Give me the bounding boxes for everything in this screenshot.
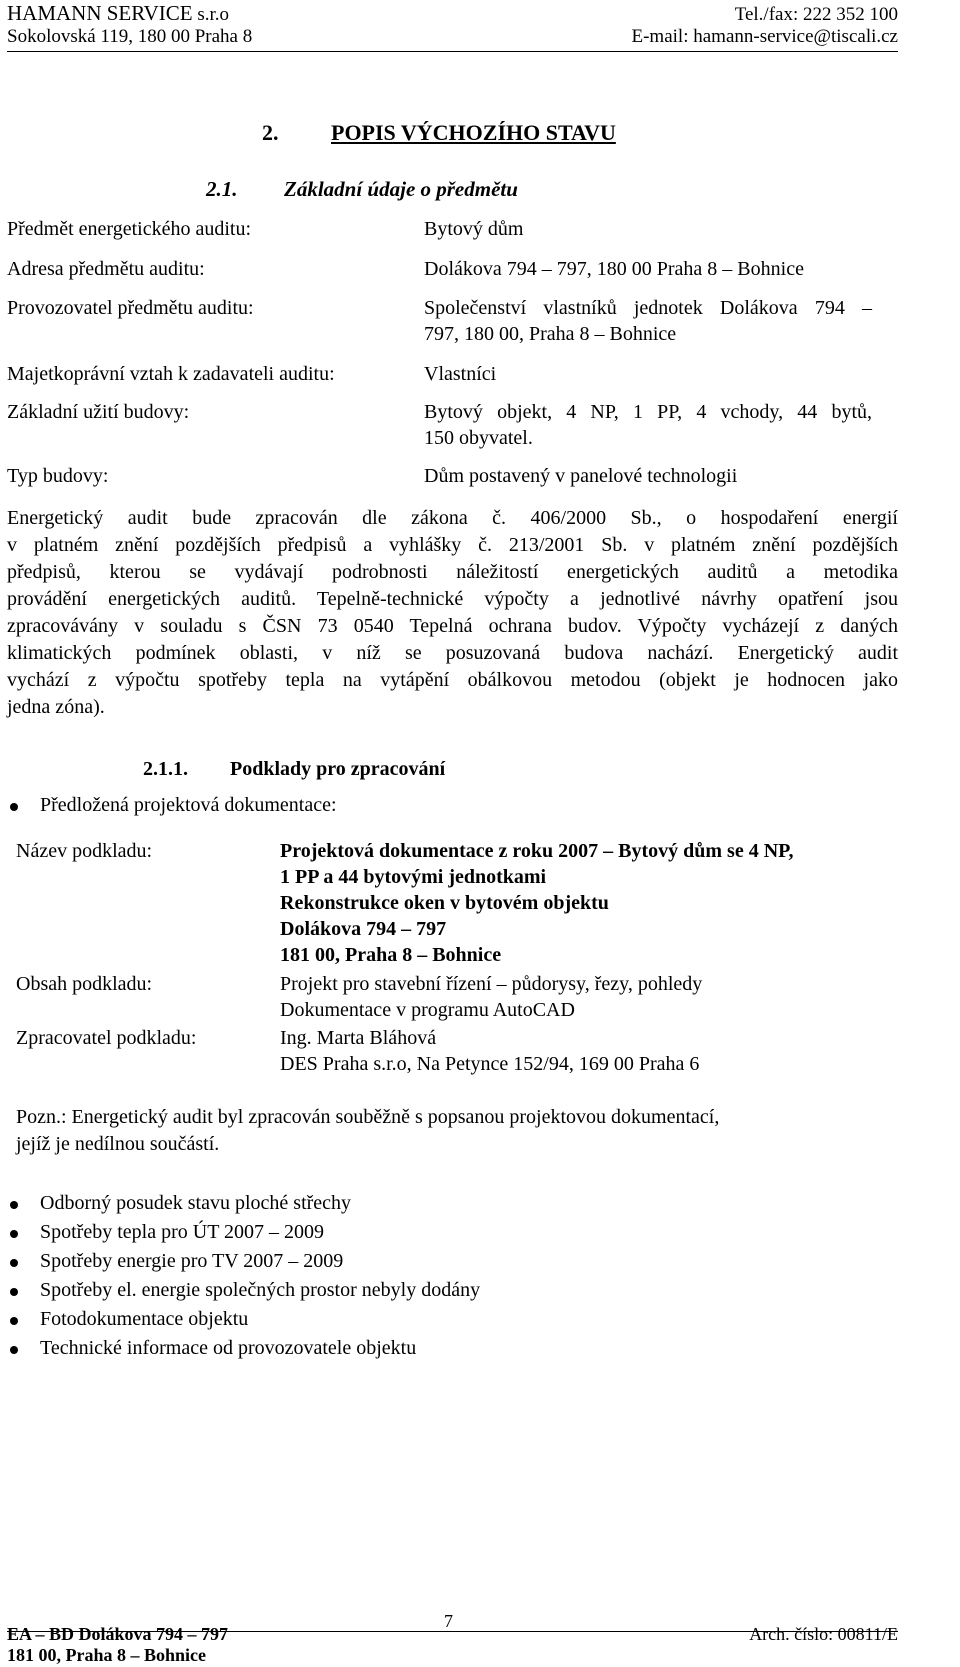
bullet-icon xyxy=(10,1230,18,1238)
header-email: E-mail: hamann-service@tiscali.cz xyxy=(631,26,898,47)
section-title: POPIS VÝCHOZÍHO STAVU xyxy=(331,120,616,145)
bullet-icon xyxy=(10,1346,18,1354)
note-line-2: jejíž je nedílnou součástí. xyxy=(16,1133,220,1155)
footer-doc-address: 181 00, Praha 8 – Bohnice xyxy=(7,1645,207,1665)
header-rule xyxy=(7,51,898,52)
detail-value-address: Dolákova 794 – 797, 180 00 Praha 8 – Bohnice xyxy=(424,258,804,280)
bullet-icon xyxy=(10,1259,18,1267)
subsubsection-number: 2.1.1. xyxy=(143,758,188,780)
detail-label-usage: Základní užití budovy: xyxy=(7,401,190,423)
doc-name-line-4: Dolákova 794 – 797 xyxy=(280,918,447,940)
source-item-3: Spotřeby energie pro TV 2007 – 2009 xyxy=(40,1250,344,1272)
doc-content-line-2: Dokumentace v programu AutoCAD xyxy=(280,999,575,1021)
source-item-6: Technické informace od provozovatele objektu xyxy=(40,1337,417,1359)
detail-label-operator: Provozovatel předmětu auditu: xyxy=(7,297,254,319)
header-phone: Tel./fax: 222 352 100 xyxy=(734,4,898,25)
doc-author-label: Zpracovatel podkladu: xyxy=(16,1027,197,1049)
note-line-1: Pozn.: Energetický audit byl zpracován souběžně s popsanou projektovou dokumentací, xyxy=(16,1106,720,1128)
source-item-2: Spotřeby tepla pro ÚT 2007 – 2009 xyxy=(40,1221,325,1243)
intro-line-4: provádění energetických auditů. Tepelně-technické výpočty a jednotlivé návrhy opatření jsou xyxy=(7,588,898,610)
detail-value-usage-line2: 150 obyvatel. xyxy=(424,427,533,449)
detail-label-subject: Předmět energetického auditu: xyxy=(7,218,251,240)
doc-name-line-2: 1 PP a 44 bytovými jednotkami xyxy=(280,866,547,888)
bullet-icon xyxy=(10,1317,18,1325)
detail-value-ownership: Vlastníci xyxy=(424,363,497,385)
section-number: 2. xyxy=(262,120,279,145)
detail-value-building-type: Dům postavený v panelové technologii xyxy=(424,465,738,487)
intro-line-3: předpisů, kterou se vydávají podrobnosti náležitostí energetických auditů a metodika xyxy=(7,561,898,583)
detail-label-address: Adresa předmětu auditu: xyxy=(7,258,205,280)
detail-label-building-type: Typ budovy: xyxy=(7,465,109,487)
intro-line-7: vychází z výpočtu spotřeby tepla na vytápění obálkovou metodou (objekt je hodnocen jako xyxy=(7,669,898,691)
subsection-number: 2.1. xyxy=(206,177,238,201)
subsection-title: Základní údaje o předmětu xyxy=(284,177,518,201)
source-item-1: Odborný posudek stavu ploché střechy xyxy=(40,1192,352,1214)
intro-line-5: zpracovávány v souladu s ČSN 73 0540 Tepelná ochrana budov. Výpočty vycházejí z daných xyxy=(7,615,898,637)
doc-name-line-1: Projektová dokumentace z roku 2007 – Bytový dům se 4 NP, xyxy=(280,840,794,862)
detail-value-operator-line2: 797, 180 00, Praha 8 – Bohnice xyxy=(424,323,677,345)
doc-author-line-2: DES Praha s.r.o, Na Petynce 152/94, 169 00 Praha 6 xyxy=(280,1053,700,1075)
source-item-5: Fotodokumentace objektu xyxy=(40,1308,249,1330)
intro-line-6: klimatických podmínek oblasti, v níž se posuzovaná budova nachází. Energetický audit xyxy=(7,642,898,664)
detail-value-operator-line1: Společenství vlastníků jednotek Dolákova 794 – xyxy=(424,297,872,319)
bullet-icon xyxy=(10,803,18,811)
doc-name-label: Název podkladu: xyxy=(16,840,153,862)
doc-content-line-1: Projekt pro stavební řízení – půdorysy, řezy, pohledy xyxy=(280,973,703,995)
header-company xyxy=(7,2,229,26)
bullet-icon xyxy=(10,1288,18,1296)
footer-archive: Arch. číslo: 00811/E xyxy=(749,1624,898,1644)
company-name: HAMANN SERVICE xyxy=(7,1,193,25)
intro-line-2: v platném znění pozdějších předpisů a vyhlášky č. 213/2001 Sb. v platném znění pozdějších xyxy=(7,534,898,556)
doc-author-line-1: Ing. Marta Bláhová xyxy=(280,1027,437,1049)
doc-name-line-5: 181 00, Praha 8 – Bohnice xyxy=(280,944,502,966)
detail-value-subject: Bytový dům xyxy=(424,218,524,240)
subsubsection-title: Podklady pro zpracování xyxy=(230,758,446,780)
intro-line-1: Energetický audit bude zpracován dle zákona č. 406/2000 Sb., o hospodaření energií xyxy=(7,507,898,529)
doc-name-line-3: Rekonstrukce oken v bytovém objektu xyxy=(280,892,609,914)
footer-doc-title: EA – BD Dolákova 794 – 797 xyxy=(7,1624,229,1644)
intro-line-8: jedna zóna). xyxy=(7,696,105,718)
header-address: Sokolovská 119, 180 00 Praha 8 xyxy=(7,26,253,47)
detail-label-ownership: Majetkoprávní vztah k zadavateli auditu: xyxy=(7,363,335,385)
source-item-4: Spotřeby el. energie společných prostor nebyly dodány xyxy=(40,1279,481,1301)
company-suffix: s.r.o xyxy=(197,4,230,25)
doc-content-label: Obsah podkladu: xyxy=(16,973,153,995)
detail-value-usage-line1: Bytový objekt, 4 NP, 1 PP, 4 vchody, 44 bytů, xyxy=(424,401,872,423)
project-doc-bullet: Předložená projektová dokumentace: xyxy=(40,794,337,816)
page-number: 7 xyxy=(444,1611,453,1631)
bullet-icon xyxy=(10,1201,18,1209)
